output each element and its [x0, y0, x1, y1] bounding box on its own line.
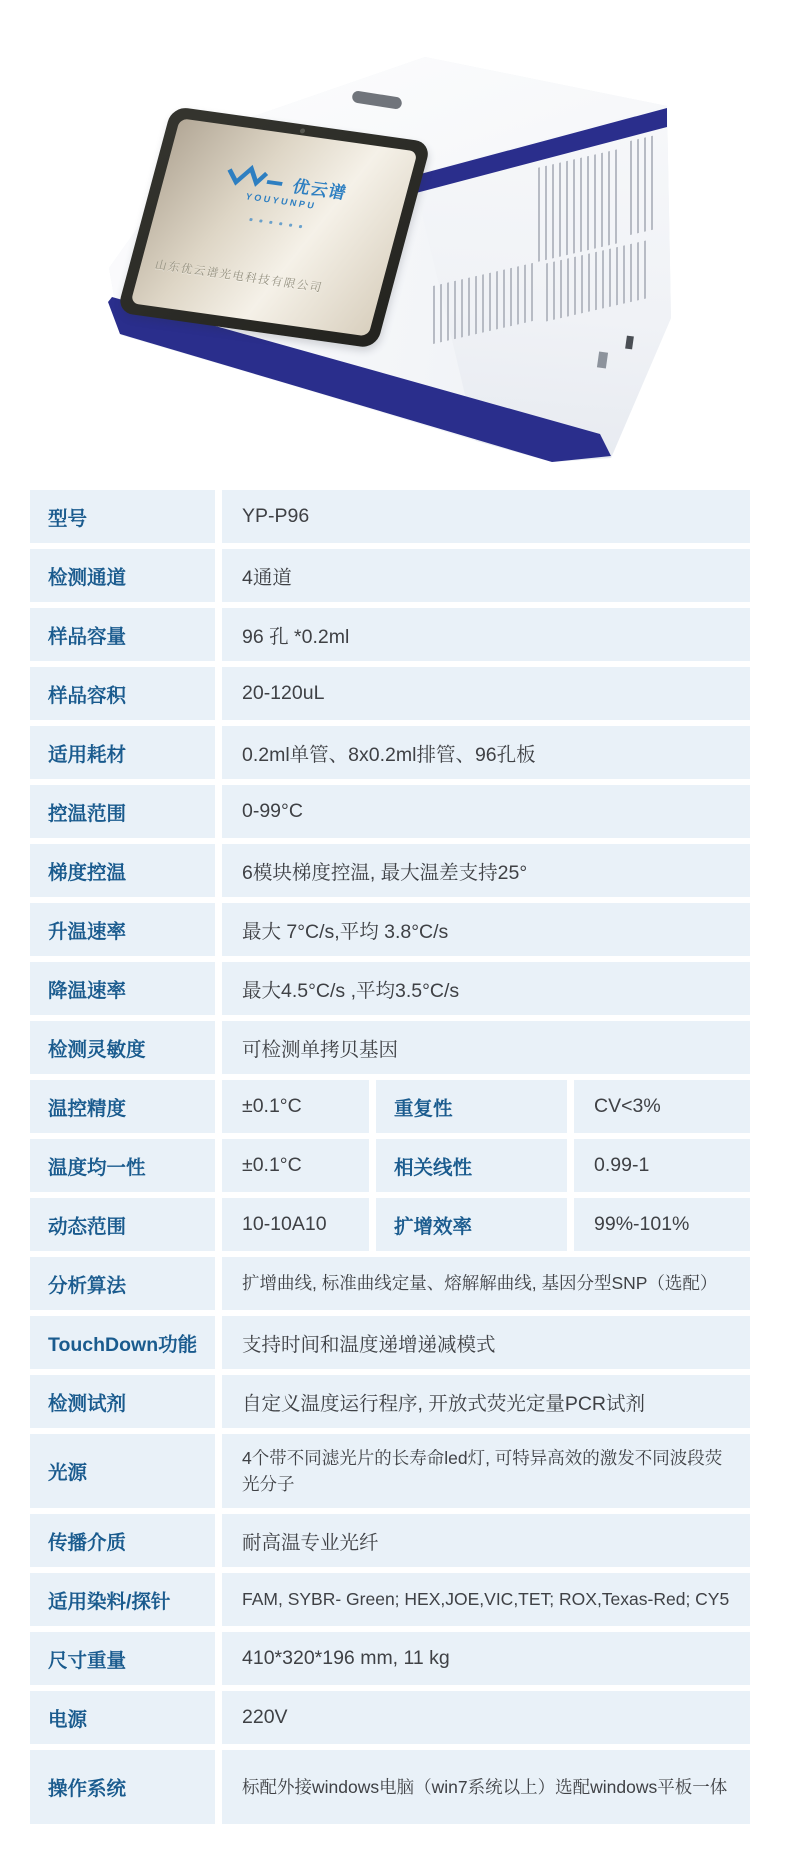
table-row [30, 1198, 750, 1251]
spec-label: 扩增效率 [376, 1198, 567, 1251]
table-row [30, 962, 750, 1015]
table-row [30, 1139, 750, 1192]
spec-label: TouchDown功能 [30, 1316, 215, 1369]
spec-label: 温度均一性 [30, 1139, 215, 1192]
spec-value: ±0.1°C [222, 1139, 369, 1192]
table-row [30, 1080, 750, 1133]
spec-value: 4个带不同滤光片的长寿命led灯, 可特异高效的激发不同波段荧光分子 [222, 1434, 750, 1508]
spec-value: 96 孔 *0.2ml [222, 608, 750, 661]
table-row [30, 1691, 750, 1744]
spec-label: 动态范围 [30, 1198, 215, 1251]
spec-label: 重复性 [376, 1080, 567, 1133]
spec-label: 电源 [30, 1691, 215, 1744]
vent-grille [538, 148, 622, 261]
spec-table [30, 490, 750, 1830]
spec-value: 扩增曲线, 标准曲线定量、熔解解曲线, 基因分型SNP（选配） [222, 1257, 750, 1310]
spec-label: 样品容积 [30, 667, 215, 720]
spec-label: 样品容量 [30, 608, 215, 661]
spec-label: 相关线性 [376, 1139, 567, 1192]
spec-value: FAM, SYBR- Green; HEX,JOE,VIC,TET; ROX,Texas-Red; CY5 [222, 1573, 750, 1626]
table-row [30, 1434, 750, 1508]
table-row [30, 903, 750, 956]
spec-value: 0.99-1 [574, 1139, 750, 1192]
spec-value: 220V [222, 1691, 750, 1744]
spec-label: 检测试剂 [30, 1375, 215, 1428]
spec-value: 标配外接windows电脑（win7系统以上）选配windows平板一体 [222, 1750, 750, 1824]
spec-label: 分析算法 [30, 1257, 215, 1310]
table-row [30, 667, 750, 720]
table-row [30, 608, 750, 661]
brand-name-en: YOUYUNPU [244, 191, 318, 211]
table-row [30, 726, 750, 779]
spec-value: 耐高温专业光纤 [222, 1514, 750, 1567]
spec-label: 传播介质 [30, 1514, 215, 1567]
spec-label: 检测灵敏度 [30, 1021, 215, 1074]
device-screen [117, 106, 432, 349]
spec-value: 10-10A10 [222, 1198, 369, 1251]
spec-label: 升温速率 [30, 903, 215, 956]
table-row [30, 1632, 750, 1685]
spec-label: 光源 [30, 1434, 215, 1508]
spec-value: 20-120uL [222, 667, 750, 720]
table-row [30, 1257, 750, 1310]
table-row [30, 1750, 750, 1824]
spec-value: 0-99°C [222, 785, 750, 838]
spec-value: 4通道 [222, 549, 750, 602]
spec-label: 型号 [30, 490, 215, 543]
spec-label: 检测通道 [30, 549, 215, 602]
spec-value: 410*320*196 mm, 11 kg [222, 1632, 750, 1685]
spec-value: 6模块梯度控温, 最大温差支持25° [222, 844, 750, 897]
product-photo [0, 0, 790, 484]
vent-grille [630, 135, 656, 235]
spec-label: 操作系统 [30, 1750, 215, 1824]
company-name-text: 山东优云谱光电科技有限公司 [153, 259, 324, 295]
screen-content [130, 118, 417, 336]
spec-value: 自定义温度运行程序, 开放式荧光定量PCR试剂 [222, 1375, 750, 1428]
spec-value: 可检测单拷贝基因 [222, 1021, 750, 1074]
table-row [30, 1514, 750, 1567]
table-row [30, 844, 750, 897]
spec-label: 梯度控温 [30, 844, 215, 897]
spec-value: 最大4.5°C/s ,平均3.5°C/s [222, 962, 750, 1015]
spec-label: 控温范围 [30, 785, 215, 838]
table-row [30, 1021, 750, 1074]
spec-value: 支持时间和温度递增递减模式 [222, 1316, 750, 1369]
spec-value: ±0.1°C [222, 1080, 369, 1133]
spec-value: 最大 7°C/s,平均 3.8°C/s [222, 903, 750, 956]
table-row [30, 785, 750, 838]
spec-label: 适用耗材 [30, 726, 215, 779]
spec-value: 99%-101% [574, 1198, 750, 1251]
spec-value: CV<3% [574, 1080, 750, 1133]
spec-label: 尺寸重量 [30, 1632, 215, 1685]
spec-label: 温控精度 [30, 1080, 215, 1133]
table-row [30, 549, 750, 602]
spec-value: YP-P96 [222, 490, 750, 543]
camera-dot-icon [299, 128, 305, 134]
spec-label: 降温速率 [30, 962, 215, 1015]
table-row [30, 1573, 750, 1626]
spec-value: 0.2ml单管、8x0.2ml排管、96孔板 [222, 726, 750, 779]
table-row [30, 490, 750, 543]
brand-name-cn: 优云谱 [290, 176, 349, 203]
table-row [30, 1316, 750, 1369]
spec-label: 适用染料/探针 [30, 1573, 215, 1626]
table-row [30, 1375, 750, 1428]
